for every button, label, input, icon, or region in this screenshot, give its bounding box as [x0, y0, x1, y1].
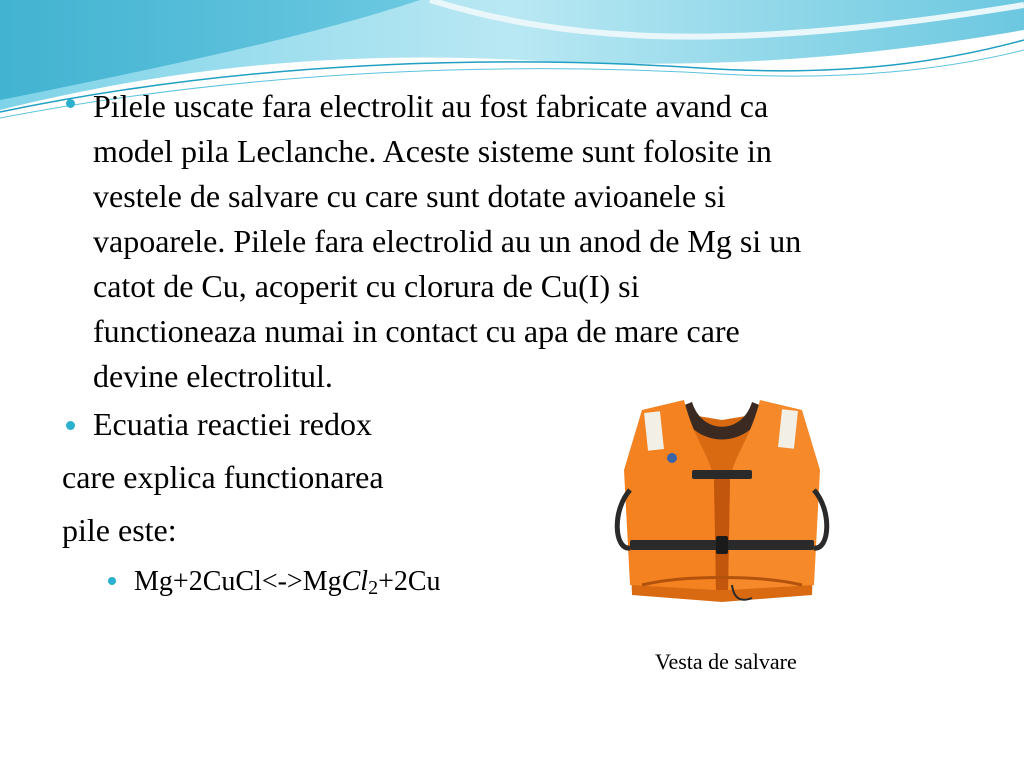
bullet-marker	[66, 421, 75, 430]
sub-bullet-marker	[108, 577, 116, 585]
paragraph-line: vestele de salvare cu care sunt dotate avioanele si	[93, 178, 726, 214]
body-paragraph	[93, 84, 993, 399]
paragraph-line: catot de Cu, acoperit cu clorura de Cu(I) si	[93, 268, 640, 304]
redox-equation	[134, 562, 441, 608]
equation-description-line: pile este:	[62, 512, 177, 548]
paragraph-line: functioneaza numai in contact cu apa de mare care	[93, 313, 740, 349]
equation-heading: Ecuatia reactiei redox	[93, 406, 372, 442]
equation-description-line: care explica functionarea	[62, 459, 384, 495]
paragraph-line: model pila Leclanche. Aceste sisteme sunt folosite in	[93, 133, 772, 169]
image-caption: Vesta de salvare	[655, 649, 797, 674]
paragraph-line: devine electrolitul.	[93, 358, 333, 394]
equation-products: +2Cu	[378, 566, 441, 597]
paragraph-line: vapoarele. Pilele fara electrolid au un anod de Mg si un	[93, 223, 802, 259]
life-vest-image	[602, 380, 842, 620]
paragraph-line: Pilele uscate fara electrolit au fost fabricate avand ca	[93, 88, 769, 124]
equation-chlorine: Cl	[341, 566, 369, 597]
equation-subscript: 2	[368, 577, 379, 599]
bullet-marker	[66, 99, 75, 108]
equation-reactants: Mg+2CuCl<->Mg	[134, 566, 342, 597]
